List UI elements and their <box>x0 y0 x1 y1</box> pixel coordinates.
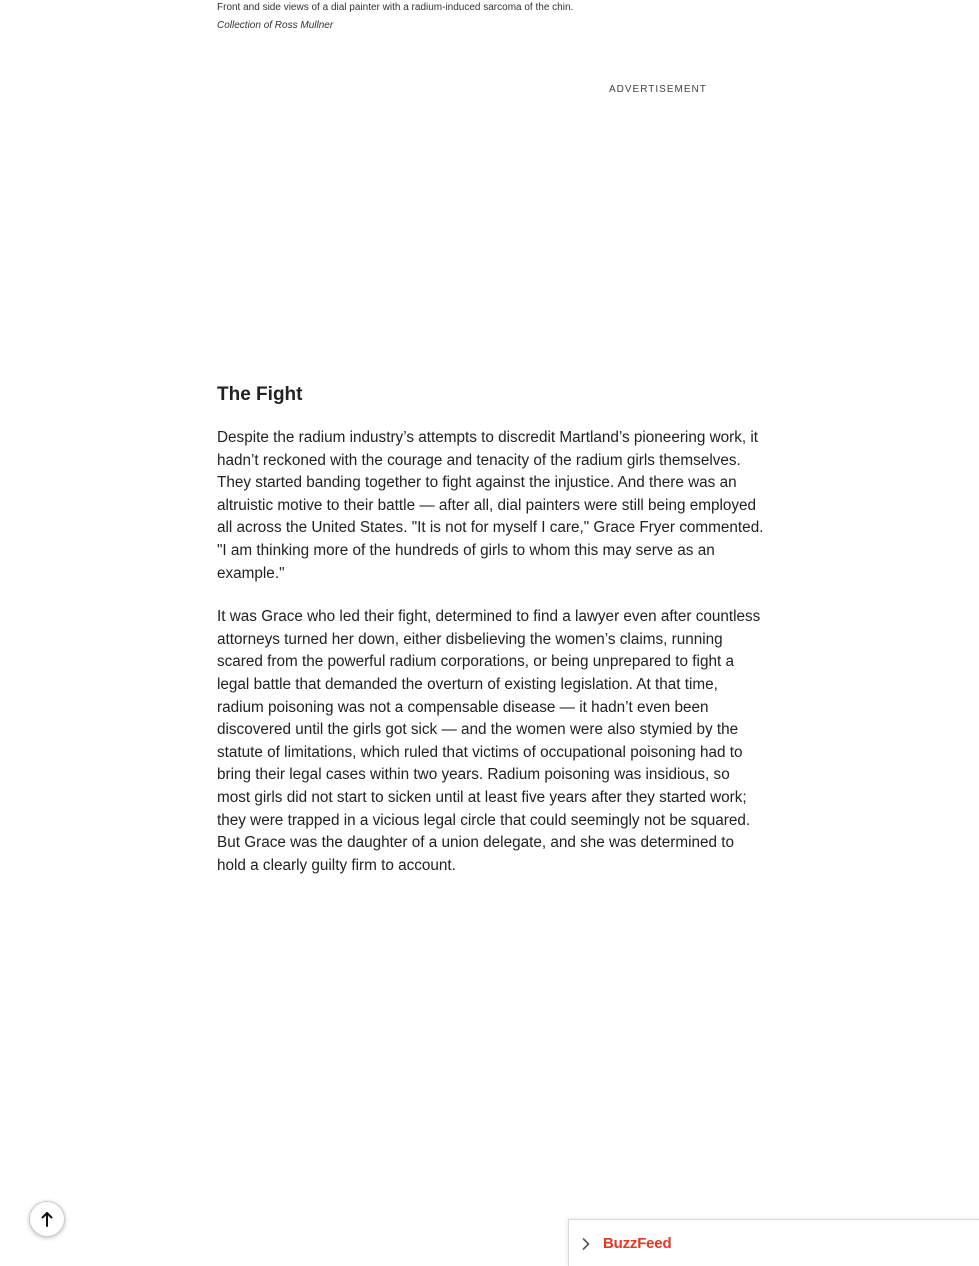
caption-credit: Collection of Ross Mullner <box>217 20 334 31</box>
article-paragraph: It was Grace who led their fight, determined to find a lawyer even after countless attorneys turned her down, either disbelieving the women’s claims, running scared from the powerful radium corporations, or being unprepared to fight a legal battle that demanded the overturn of existing legislation. At that time, radium poisoning was not a compensable disease — it hadn’t even been discovered until the girls got sick — and the women were also stymied by the statute of limitations, which ruled that victims of occupational poisoning had to bring their legal cases within two years. Radium poisoning was insidious, so most girls did not start to sicken until at least five years after they started work; they were trapped in a vicious legal circle that could seemingly not be squared. But Grace was the daughter of a union delegate, and she was determined to hold a clearly guilty firm to account. <box>217 608 761 874</box>
buzzfeed-logo[interactable]: BuzzFeed <box>603 1235 672 1252</box>
buzzfeed-bottom-bar[interactable] <box>568 1219 979 1266</box>
caption-text: Front and side views of a dial painter with a radium-induced sarcoma of the chin. <box>217 2 574 13</box>
image-caption <box>217 1 777 32</box>
chevron-right-icon[interactable] <box>579 1237 593 1251</box>
article-paragraph: Despite the radium industry’s attempts to discredit Martland’s pioneering work, it hadn’t reckoned with the courage and tenacity of the radium girls themselves. They started banding together to fight against the injustice. And there was an altruistic motive to their battle — after all, dial painters were still being employed all across the United States. "It is not for myself I care," Grace Fryer commented. "I am thinking more of the hundreds of girls to whom this may serve as an example." <box>217 429 764 582</box>
arrow-up-icon <box>40 1211 54 1227</box>
section-heading: The Fight <box>217 384 303 405</box>
article-body <box>217 383 765 898</box>
advertisement-label: ADVERTISEMENT <box>609 84 707 95</box>
back-to-top-button[interactable] <box>29 1201 65 1237</box>
